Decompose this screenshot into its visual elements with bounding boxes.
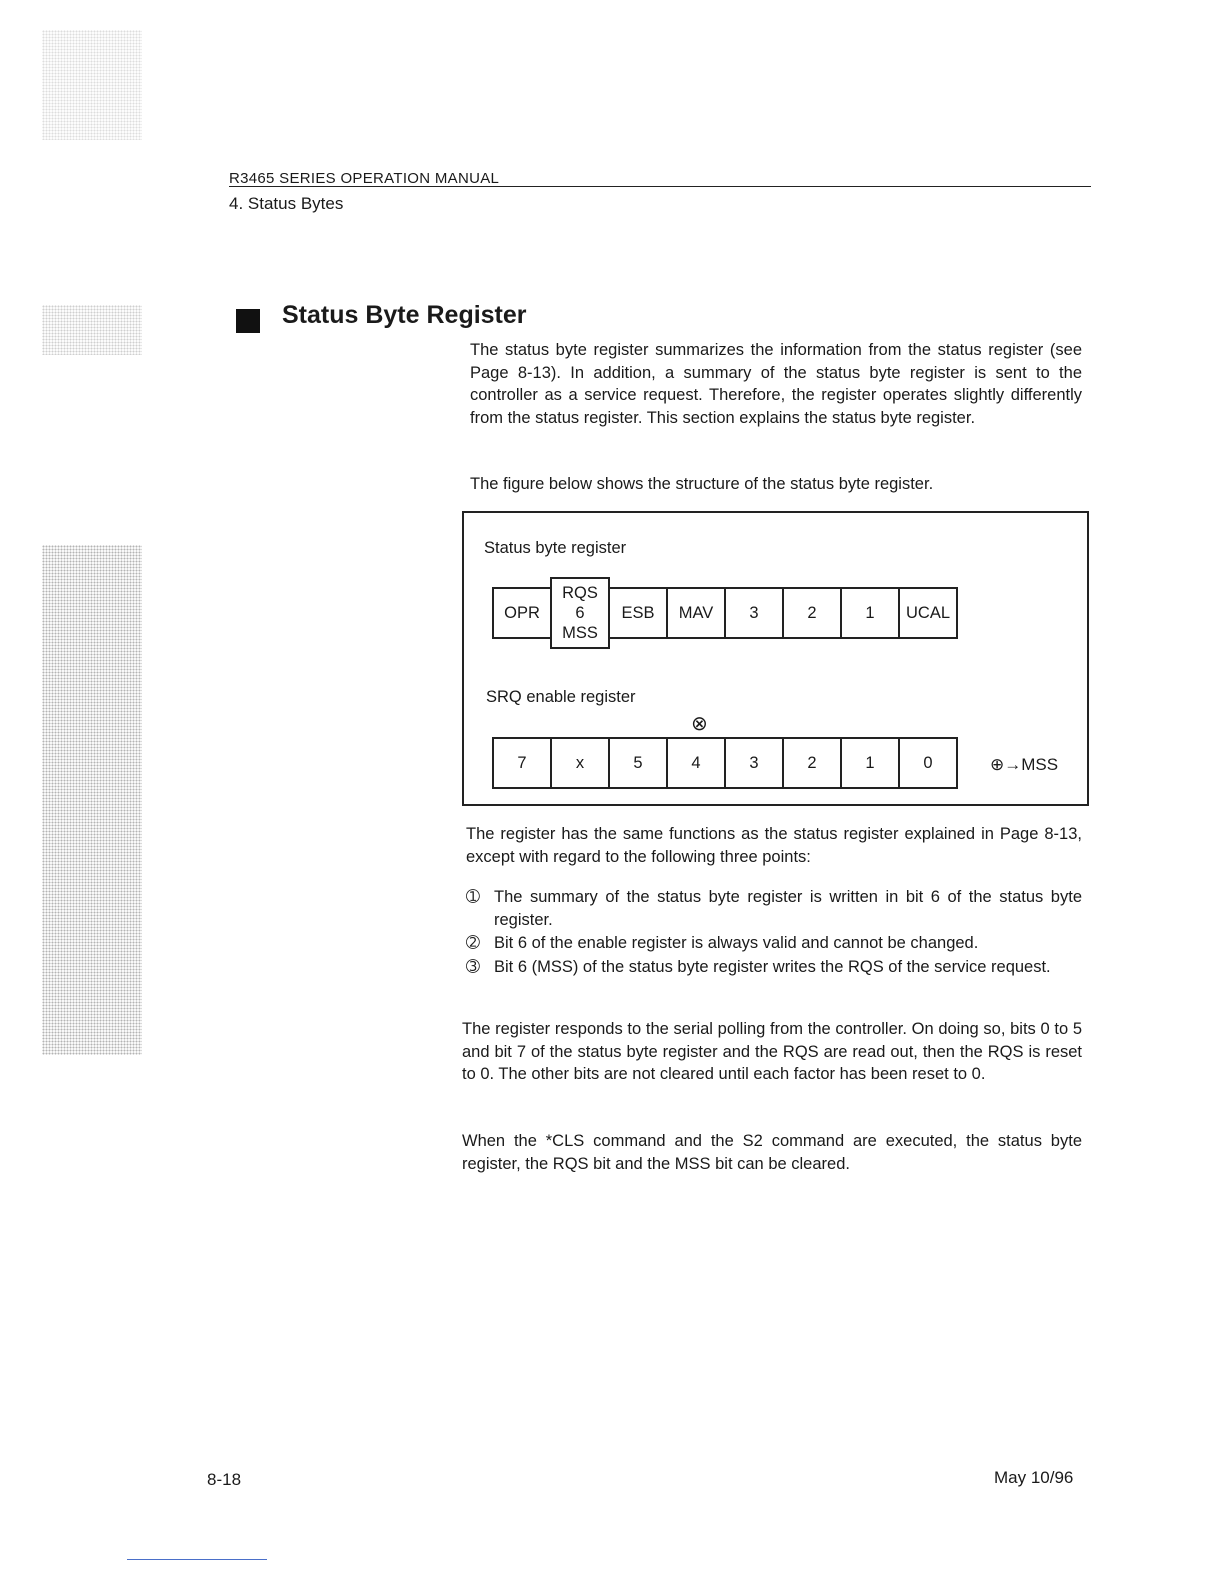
point-number: ➀: [466, 888, 480, 906]
mss-label: MSS: [562, 624, 598, 642]
footer-line: [127, 1559, 267, 1560]
figure-intro-paragraph: The figure below shows the structure of the status byte register.: [470, 475, 934, 493]
functions-paragraph: The register has the same functions as the status register explained in Page 8-13, except with regard to the following three points:: [466, 825, 1082, 866]
status-bit-esb: ESB: [608, 587, 668, 639]
scan-noise-top: [42, 30, 142, 140]
revision-date: May 10/96: [994, 1468, 1074, 1487]
status-bit-3: 3: [724, 587, 784, 639]
scan-noise-binding: [42, 545, 142, 1055]
intro-paragraph: The status byte register summarizes the information from the status register (see Page 8-13). In addition, a summary of the status byte register is sent to the controller as a service request. Therefore, the register operates slightly differently from the status register. This section explains the status byte register.: [470, 341, 1082, 427]
status-bit-rqs-mss: [550, 577, 610, 649]
srq-bit-4: 4: [666, 737, 726, 789]
and-gate-symbol: ⊗: [691, 713, 708, 735]
chapter-section: 4. Status Bytes: [229, 194, 344, 213]
points-list: [466, 886, 1082, 979]
or-to-mss-label: ⊕→MSS: [990, 755, 1059, 774]
serial-polling-paragraph: The register responds to the serial polling from the controller. On doing so, bits 0 to 5 and bit 7 of the status byte register and the RQS are read out, then the RQS is reset to 0. The other bits are not cleared until each factor has been reset to 0.: [462, 1020, 1082, 1083]
srq-bit-1: 1: [840, 737, 900, 789]
srq-bit-3: 3: [724, 737, 784, 789]
status-byte-register-label: Status byte register: [484, 539, 627, 557]
point-number: ➂: [466, 957, 480, 976]
status-byte-register-row: [492, 584, 958, 649]
point-text: Bit 6 of the enable register is always valid and cannot be changed.: [494, 934, 979, 952]
status-bit-2: 2: [782, 587, 842, 639]
section-title: Status Byte Register: [282, 301, 527, 329]
srq-bit-7: 7: [492, 737, 552, 789]
section-bullet-icon: [236, 309, 260, 333]
page-number: 8-18: [207, 1470, 242, 1489]
status-bit-opr: OPR: [492, 587, 552, 639]
point-number: ➁: [466, 934, 480, 952]
srq-enable-register-label: SRQ enable register: [486, 688, 636, 706]
rqs-label: RQS: [562, 584, 598, 602]
status-bit-ucal: UCAL: [898, 587, 958, 639]
list-item: [466, 932, 1082, 955]
srq-bit-2: 2: [782, 737, 842, 789]
status-bit-mav: MAV: [666, 587, 726, 639]
clear-paragraph: When the *CLS command and the S2 command are executed, the status byte register, the RQS bit and the MSS bit can be cleared.: [462, 1132, 1082, 1173]
srq-bit-6: x: [550, 737, 610, 789]
bit6-label: 6: [575, 604, 585, 622]
register-figure: [462, 511, 1089, 806]
srq-bit-0: 0: [898, 737, 958, 789]
srq-enable-register-row: [492, 737, 958, 789]
list-item: [466, 956, 1082, 979]
srq-bit-5: 5: [608, 737, 668, 789]
manual-title: R3465 SERIES OPERATION MANUAL: [229, 170, 500, 187]
status-bit-1: 1: [840, 587, 900, 639]
list-item: [466, 886, 1082, 931]
point-text: Bit 6 (MSS) of the status byte register writes the RQS of the service request.: [494, 957, 1051, 976]
scan-noise-mid: [42, 305, 142, 355]
point-text: The summary of the status byte register is written in bit 6 of the status byte register.: [494, 888, 1082, 929]
header-rule: [229, 186, 1091, 187]
